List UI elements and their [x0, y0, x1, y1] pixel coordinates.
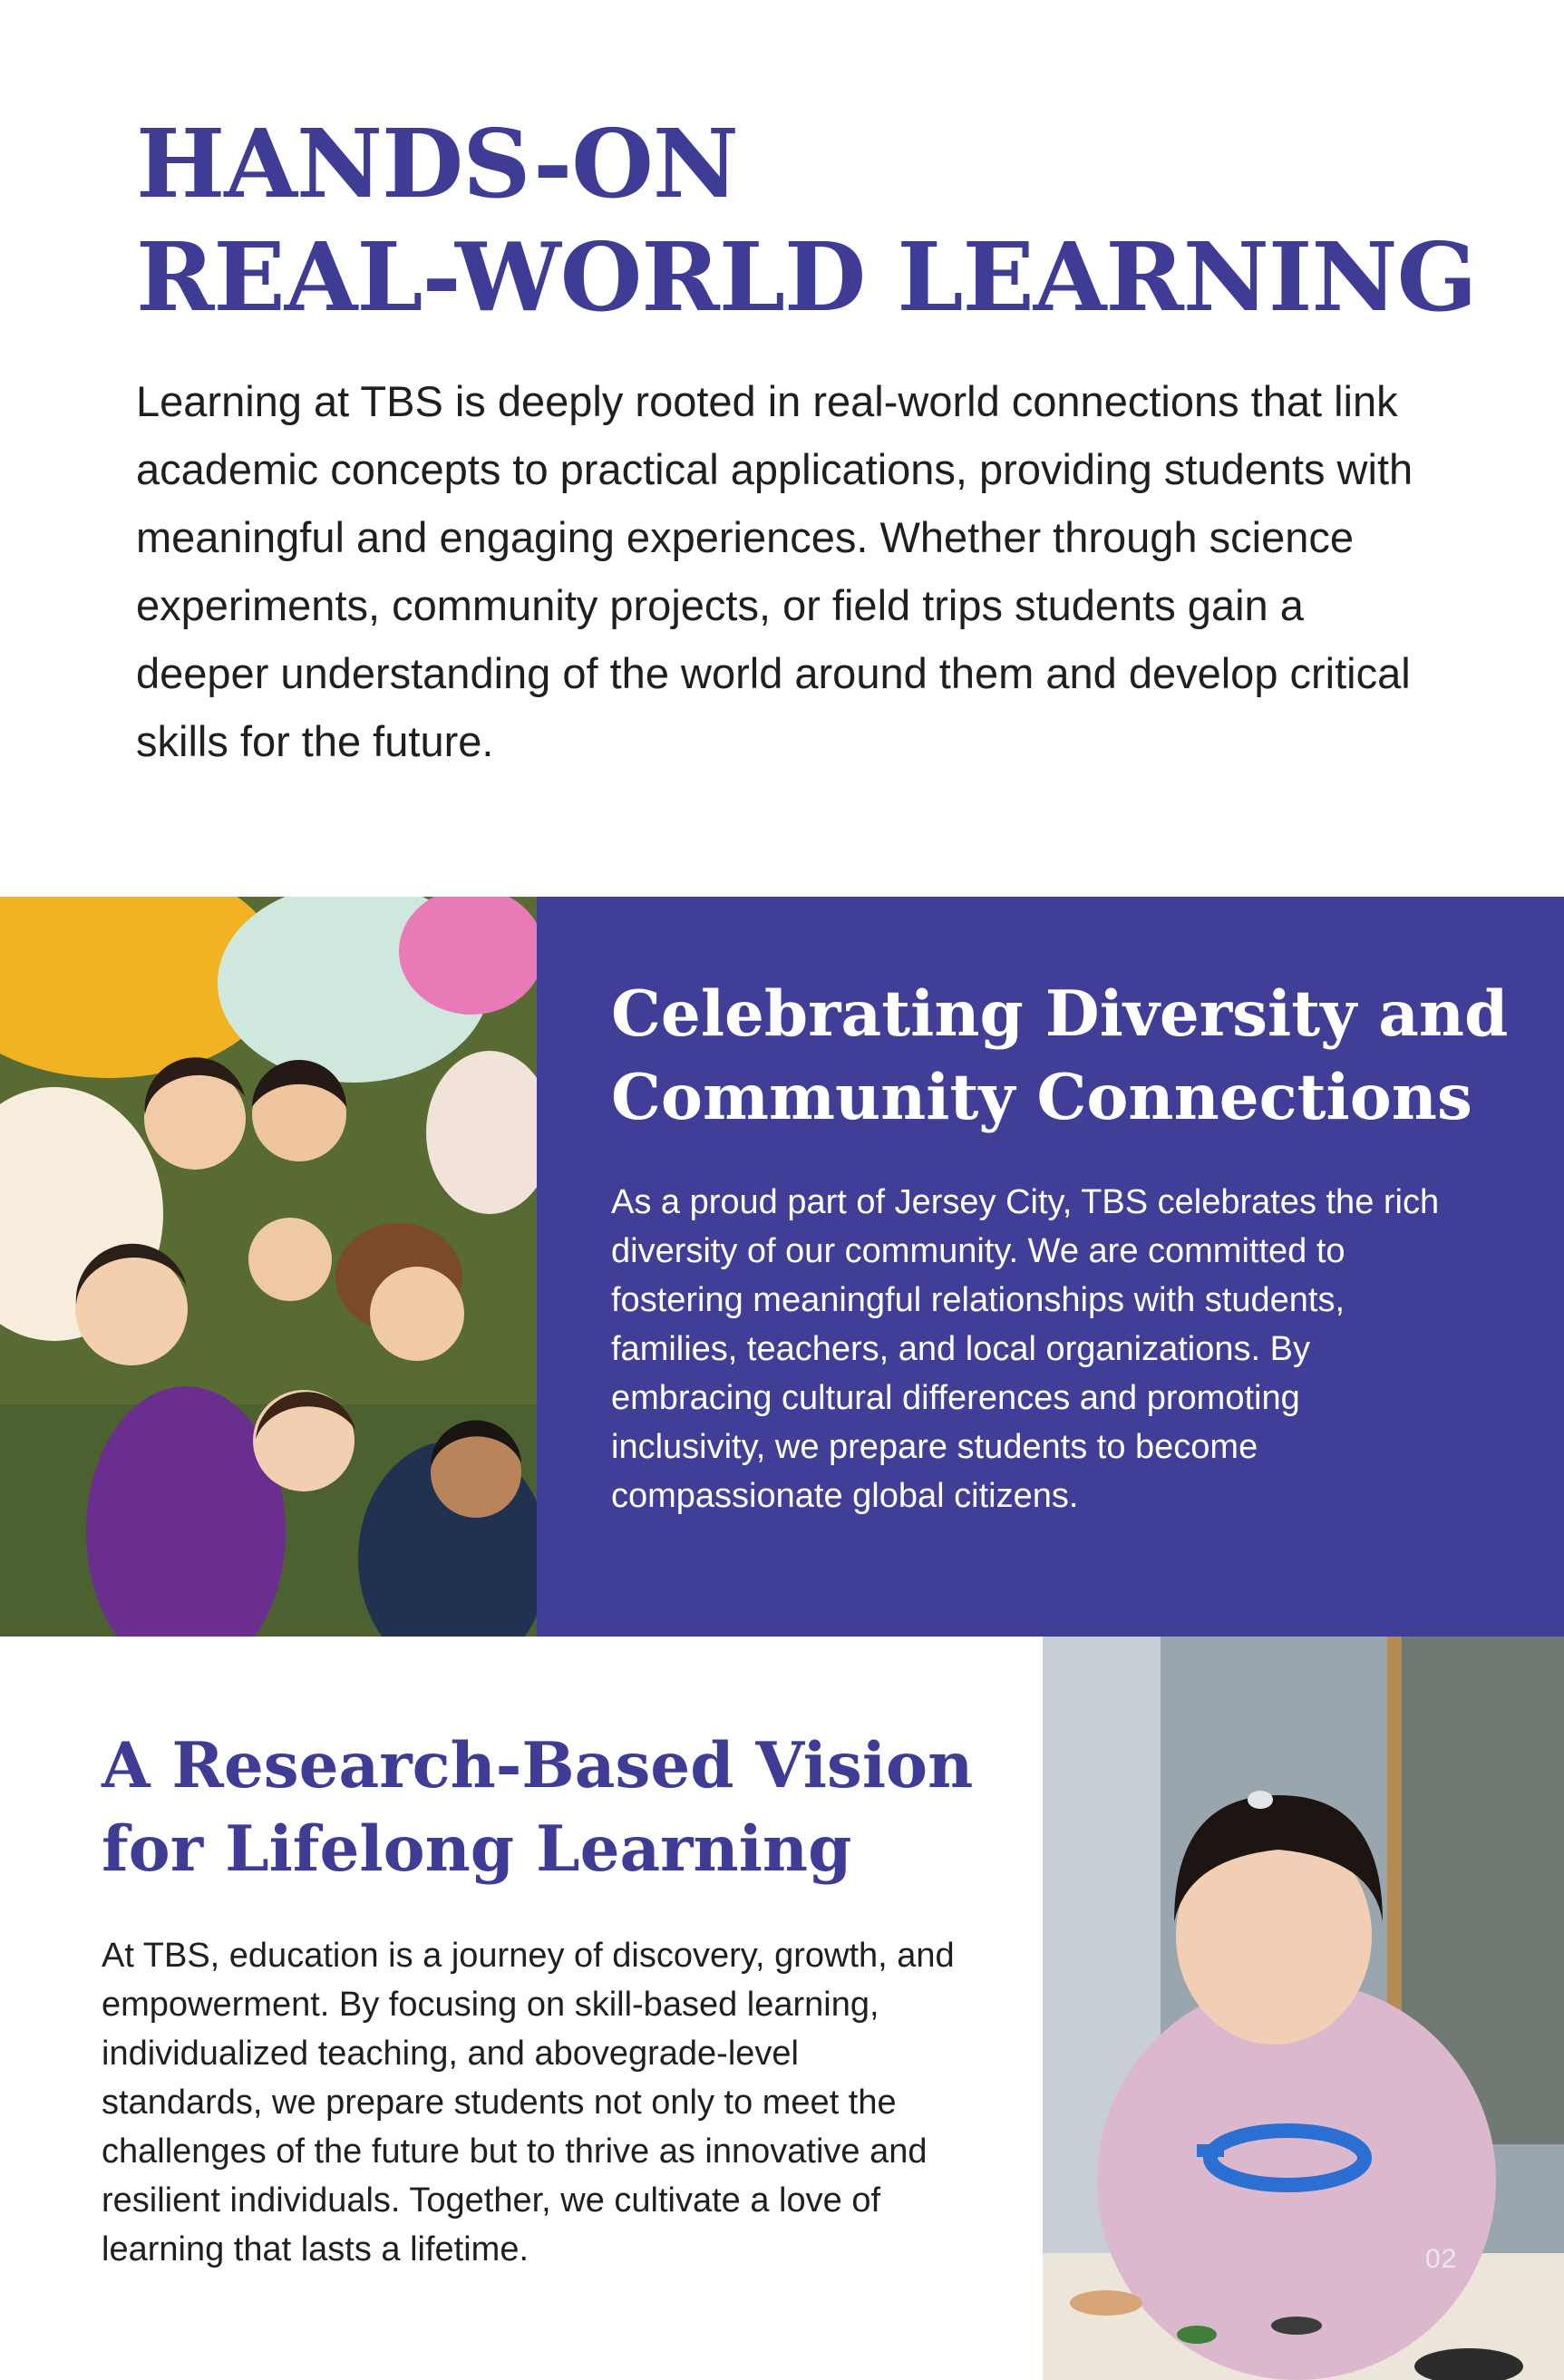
page-number: 02: [1425, 2244, 1458, 2274]
vision-paragraph: At TBS, education is a journey of discovery, growth, and empowerment. By focusing on skill-based learning, individualized teaching, and abovegrade-level standards, we prepare students not only to meet the challenges of the future but to thrive as innovative and resilient individuals. Together, we cultivate a love of learning that lasts a lifetime.: [102, 1937, 955, 2268]
diversity-section: [537, 897, 1564, 1637]
intro-paragraph: Learning at TBS is deeply rooted in real-world connections that link academic concepts to practical applications, providing students with meaningful and engaging experiences. Whether through science experiments, community projects, or field trips students gain a deeper understanding of the world around them and develop critical skills for the future.: [136, 377, 1413, 765]
girl-magnifier-photo: [1043, 1637, 1564, 2380]
vision-heading-line-1: A Research-Based Vision: [102, 1729, 974, 1802]
diversity-heading-line-2: Community Connections: [611, 1061, 1472, 1134]
vision-heading-line-2: for Lifelong Learning: [102, 1812, 852, 1886]
children-circle-photo: [0, 897, 537, 1637]
diversity-heading: [611, 973, 1508, 1140]
vision-heading: [102, 1724, 973, 1891]
page-title-line-2: REAL-WORLD LEARNING: [136, 221, 1477, 333]
page-title: [136, 107, 1496, 334]
diversity-paragraph: As a proud part of Jersey City, TBS celebrates the rich diversity of our community. We are committed to fostering meaningful relationships with students, families, teachers, and local organizations. By embracing cultural differences and promoting inclusivity, we prepare students to become compassionate global citizens.: [611, 1183, 1440, 1515]
diversity-heading-line-1: Celebrating Diversity and: [611, 977, 1509, 1051]
girl-magnifier-illustration: [1043, 1637, 1564, 2380]
children-circle-illustration: [0, 897, 537, 1637]
page-title-line-1: HANDS-ON: [136, 108, 738, 219]
